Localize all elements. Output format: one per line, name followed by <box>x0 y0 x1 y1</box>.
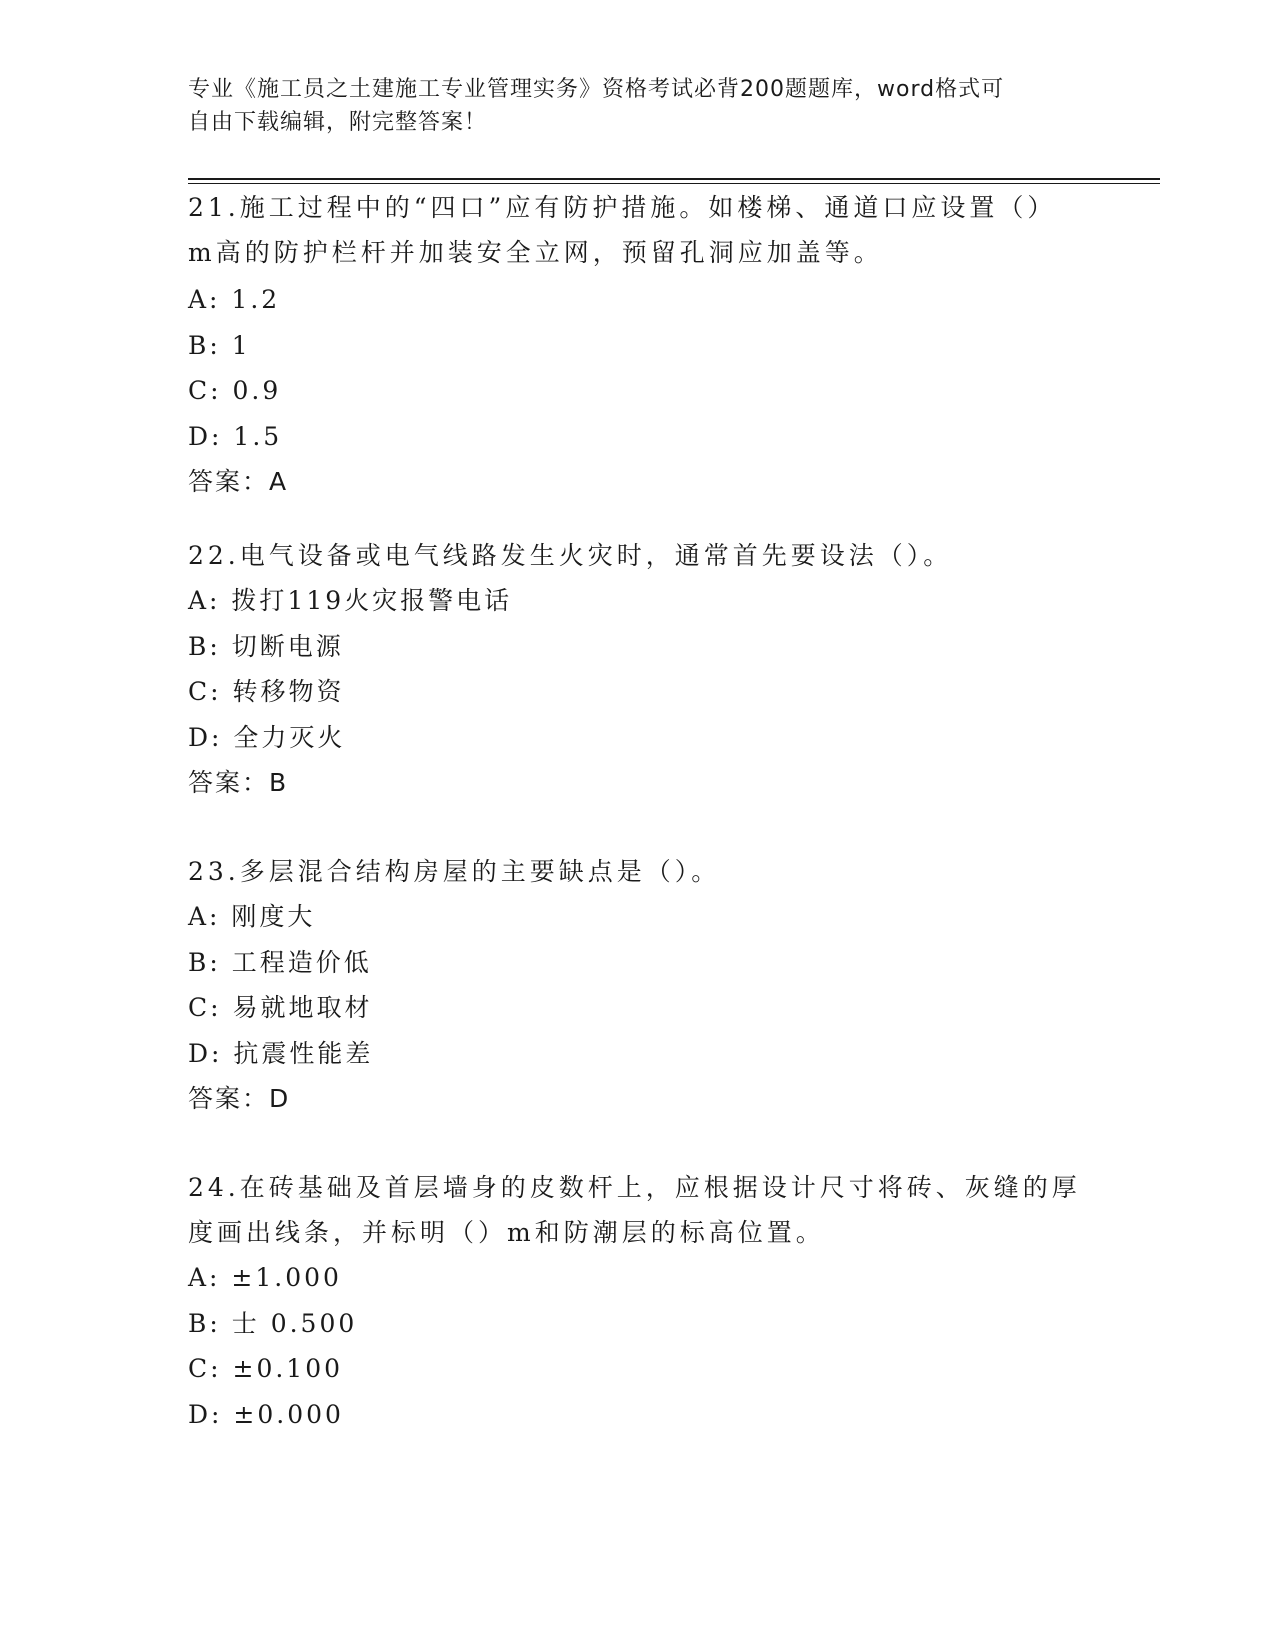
option-c: C: 易就地取材 <box>188 993 373 1022</box>
header-title-line-2: 自由下载编辑，附完整答案！ <box>188 110 488 135</box>
option-c: C: 0.9 <box>188 376 282 405</box>
header-title-line-1: 专业《施工员之土建施工专业管理实务》资格考试必背200题题库，word格式可 <box>188 77 1005 102</box>
header-divider-thick <box>188 178 1160 180</box>
option-d: D: 抗震性能差 <box>188 1038 374 1068</box>
question-24 <box>188 1165 1088 1437</box>
option-a: A: ±1.000 <box>188 1263 342 1292</box>
header-divider-thin <box>188 183 1160 184</box>
option-b: B: 工程造价低 <box>188 947 372 977</box>
option-c: C: 转移物资 <box>188 677 345 706</box>
question-text-line-1: 21.施工过程中的“四口”应有防护措施。如楼梯、通道口应设置（） <box>188 193 1057 222</box>
question-21 <box>188 185 1088 504</box>
answer: 答案：B <box>188 768 289 797</box>
question-text-line-1: 24.在砖基础及首层墙身的皮数杆上，应根据设计尺寸将砖、灰缝的厚 <box>188 1173 1081 1202</box>
option-a: A: 1.2 <box>188 285 281 314</box>
answer: 答案：A <box>188 467 289 496</box>
option-d: D: 1.5 <box>188 421 283 451</box>
question-text-line-2: 度画出线条，并标明（）m和防潮层的标高位置。 <box>188 1218 825 1247</box>
question-23 <box>188 849 1088 1121</box>
option-b: B: 士 0.500 <box>188 1308 358 1338</box>
option-d: D: ±0.000 <box>188 1399 344 1429</box>
option-c: C: ±0.100 <box>188 1354 344 1383</box>
option-a: A: 拨打119火灾报警电话 <box>188 586 513 615</box>
question-text-line-1: 22.电气设备或电气线路发生火灾时，通常首先要设法（）。 <box>188 541 953 570</box>
document-header <box>188 73 1068 139</box>
option-b: B: 切断电源 <box>188 631 344 661</box>
question-text-line-1: 23.多层混合结构房屋的主要缺点是（）。 <box>188 857 721 886</box>
question-22 <box>188 533 1088 805</box>
option-d: D: 全力灭火 <box>188 722 346 752</box>
option-b: B: 1 <box>188 330 251 360</box>
option-a: A: 刚度大 <box>188 902 316 931</box>
answer: 答案：D <box>188 1084 291 1113</box>
question-text-line-2: m高的防护栏杆并加装安全立网，预留孔洞应加盖等。 <box>188 238 883 267</box>
